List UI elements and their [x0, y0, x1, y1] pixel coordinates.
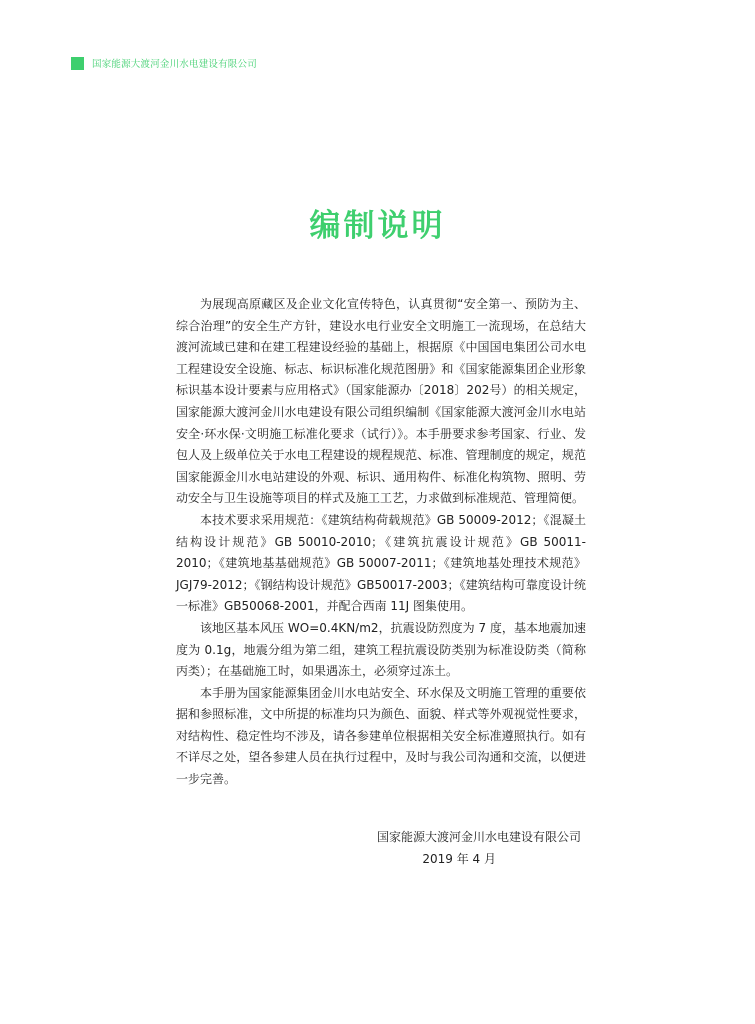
- header-color-block: [71, 57, 84, 70]
- document-body: [176, 294, 586, 791]
- page-header: [71, 55, 257, 71]
- paragraph-standards: 本技术要求采用规范：《建筑结构荷载规范》GB 50009-2012；《混凝土结构设计规范》GB 50010-2010；《建筑抗震设计规范》GB 50011-2010；《建筑地基基础规范》GB 50007-2011；《建筑地基处理技术规范》JGJ79-2012；《钢结构设计规范》GB50017-2003；《建筑结构可靠度设计统一标准》GB50068-2001，并配合西南 11J 图集使用。: [176, 512, 586, 614]
- document-title: 编制说明: [309, 207, 446, 244]
- signature-date: 2019 年 4 月: [422, 851, 496, 866]
- signature-org: 国家能源大渡河金川水电建设有限公司: [376, 830, 581, 844]
- paragraph-scope: 本手册为国家能源集团金川水电站安全、环水保及文明施工管理的重要依据和参照标准，文中所提的标准均只为颜色、面貌、样式等外观视觉性要求，对结构性、稳定性均不涉及，请各参建单位根据相关安全标准遵照执行。如有不详尽之处，望各参建人员在执行过程中，及时与我公司沟通和交流，以便进一步完善。: [176, 685, 586, 787]
- paragraph-site-conditions: 该地区基本风压 WO=0.4KN/m2，抗震设防烈度为 7 度，基本地震加速度为 0.1g，地震分组为第二组，建筑工程抗震设防类别为标准设防类（简称丙类）；在基础施工时，如果遇冻土，必须穿过冻土。: [176, 620, 586, 679]
- signature-block: [176, 827, 581, 870]
- paragraph-intro: 为展现高原藏区及企业文化宣传特色，认真贯彻“安全第一、预防为主、综合治理”的安全生产方针，建设水电行业安全文明施工一流现场，在总结大渡河流域已建和在建工程建设经验的基础上，根据原《中国国电集团公司水电工程建设安全设施、标志、标识标准化规范图册》和《国家能源集团企业形象标识基本设计要素与应用格式》（国家能源办〔2018〕202号）的相关规定，国家能源大渡河金川水电建设有限公司组织编制《国家能源大渡河金川水电站安全·环水保·文明施工标准化要求（试行）》。本手册要求参考国家、行业、发包人及上级单位关于水电工程建设的规程规范、标准、管理制度的规定，规范国家能源金川水电站建设的外观、标识、通用构件、标准化构筑物、照明、劳动安全与卫生设施等项目的样式及施工工艺，力求做到标准规范、管理简便。: [176, 297, 586, 506]
- header-org-name: 国家能源大渡河金川水电建设有限公司: [92, 59, 257, 70]
